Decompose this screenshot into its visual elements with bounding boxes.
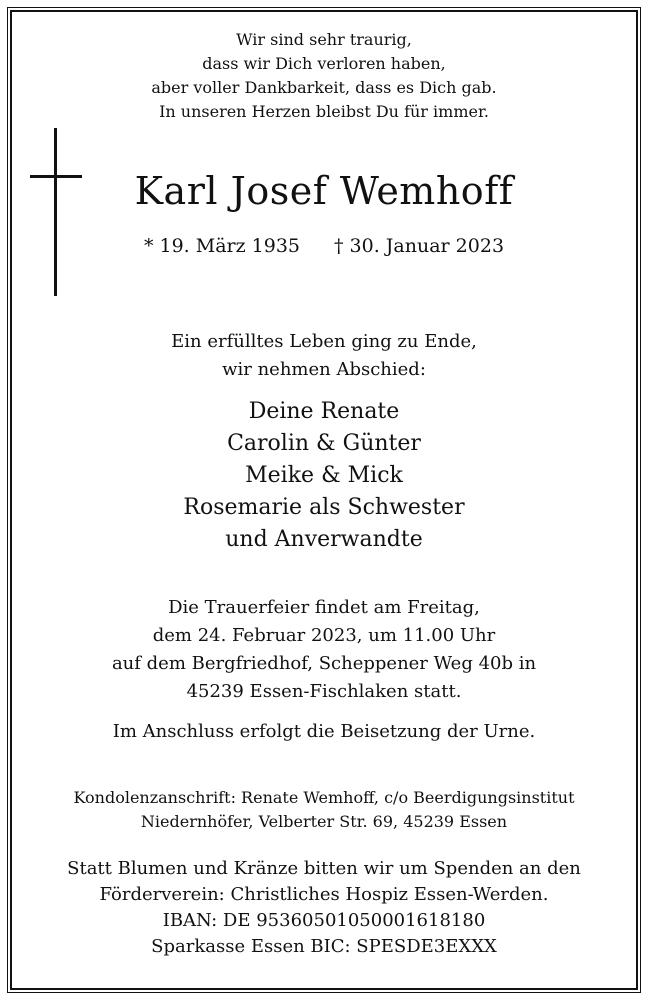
life-dates [0,232,648,260]
poem-line: dass wir Dich verloren haben, [202,54,446,73]
intro-line: wir nehmen Abschied: [222,359,426,380]
family-member: Carolin & Günter [227,431,421,456]
poem [0,28,648,124]
service-line: 45239 Essen-Fischlaken statt. [186,681,462,702]
intro-line: Ein erfülltes Leben ging zu Ende, [171,331,477,352]
donation-request [0,856,648,960]
condolence-address [0,786,648,834]
family-member: Meike & Mick [245,463,403,488]
iban: IBAN: DE 95360501050001618180 [162,910,486,931]
funeral-service [0,594,648,706]
poem-line: In unseren Herzen bleibst Du für immer. [159,102,489,121]
family-member: und Anverwandte [225,527,423,552]
service-line: Die Trauerfeier findet am Freitag, [168,597,480,618]
condolence-line: Kondolenzanschrift: Renate Wemhoff, c/o Beerdigungsinstitut [73,788,575,807]
donation-line: Förderverein: Christliches Hospiz Essen-Werden. [99,884,549,905]
intro-text [0,328,648,384]
service-line: auf dem Bergfriedhof, Scheppener Weg 40b in [111,653,537,674]
birth-date: * 19. März 1935 [143,235,301,257]
service-line: dem 24. Februar 2023, um 11.00 Uhr [152,625,496,646]
family-list [0,396,648,556]
condolence-line: Niedernhöfer, Velberter Str. 69, 45239 Essen [140,812,508,831]
bank-bic: Sparkasse Essen BIC: SPESDE3EXXX [151,936,497,957]
deceased-name: Karl Josef Wemhoff [134,169,514,213]
poem-line: Wir sind sehr traurig, [236,30,412,49]
family-member: Rosemarie als Schwester [183,495,465,520]
donation-line: Statt Blumen und Kränze bitten wir um Spenden an den [67,858,581,879]
family-member: Deine Renate [248,399,400,424]
urn-burial-note: Im Anschluss erfolgt die Beisetzung der Urne. [112,721,536,742]
poem-line: aber voller Dankbarkeit, dass es Dich gab. [151,78,497,97]
death-date: † 30. Januar 2023 [334,235,505,257]
